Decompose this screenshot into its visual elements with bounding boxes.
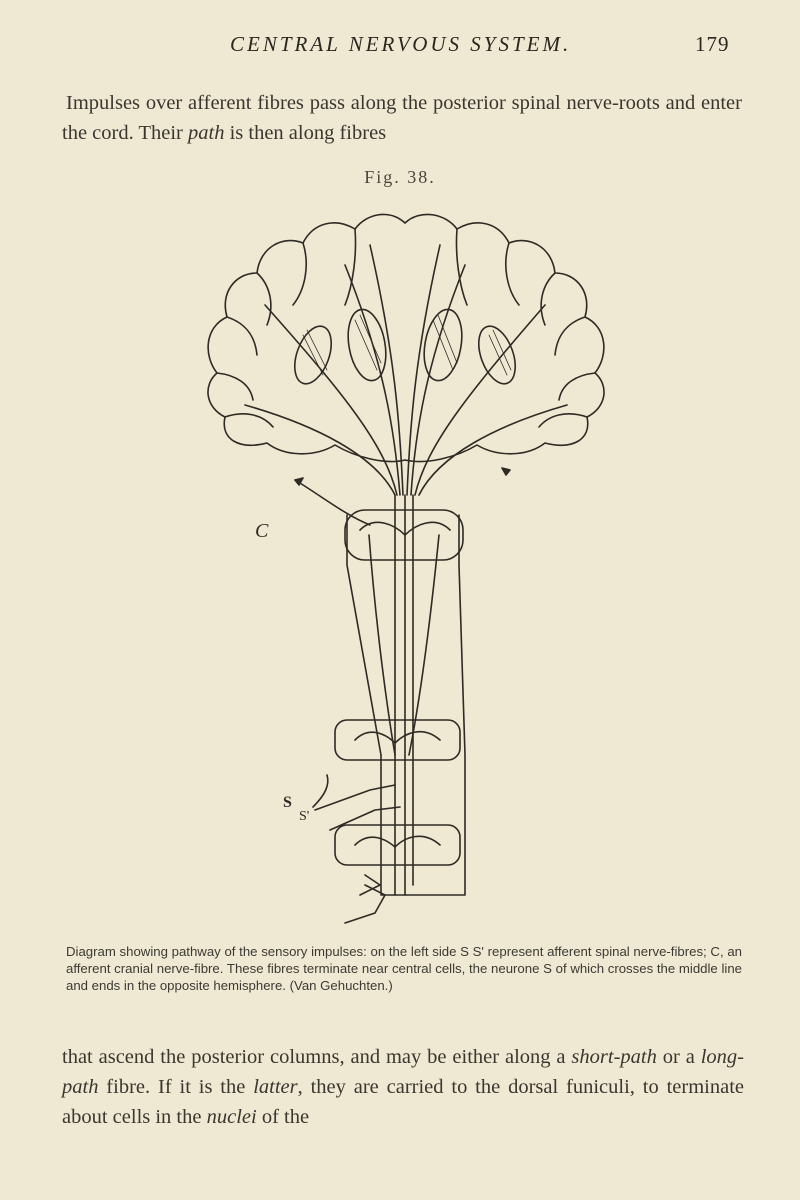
figure-label: Fig. 38. [364,167,436,187]
sensory-pathway-diagram [195,195,605,925]
running-head-title: CENTRAL NERVOUS SYSTEM. [230,32,572,56]
left-hemisphere-outline [208,214,604,461]
paragraph-bottom [62,1042,744,1132]
figure-caption: Diagram showing pathway of the sensory impulses: on the left side S S' represent afferent spinal nerve-fibres; C, an afferent cranial nerve-fibre. These fibres terminate near central cells, the neurone S of which crosses the middle line and ends in the opposite hemisphere. (Van Gehuchten.) [66,944,742,993]
paragraph-top-emphasis: path [188,122,225,144]
paragraph-bottom-text-1: that ascend the posterior columns, and may be either along a [62,1046,572,1068]
term-latter: latter [253,1076,298,1098]
figure-diagram [195,195,605,925]
term-short-path: short-path [571,1046,657,1068]
paragraph-top-text-2: is then along fibres [224,122,387,144]
paragraph-top-text-1: Impulses over afferent fibres pass along the posterior spinal nerve-roots and enter the cord. Their [62,92,742,144]
paragraph-bottom-text-5: of the [256,1106,310,1128]
label-s-prime: S' [299,809,310,824]
label-c: C [255,520,269,542]
paragraph-bottom-text-4: , they are carried to the dorsal funiculi, to terminate about cells in the [62,1076,744,1128]
term-long-path: long-path [62,1046,744,1098]
paragraph-top [62,88,742,148]
afferent-fibre-s [315,785,395,810]
paragraph-bottom-text-3: fibre. If it is the [98,1076,254,1098]
term-nuclei: nuclei [206,1106,257,1128]
afferent-fibre-c [295,480,370,525]
label-s: S [283,794,292,811]
page-number: 179 [695,32,730,56]
paragraph-bottom-text-2: or a [656,1046,701,1068]
